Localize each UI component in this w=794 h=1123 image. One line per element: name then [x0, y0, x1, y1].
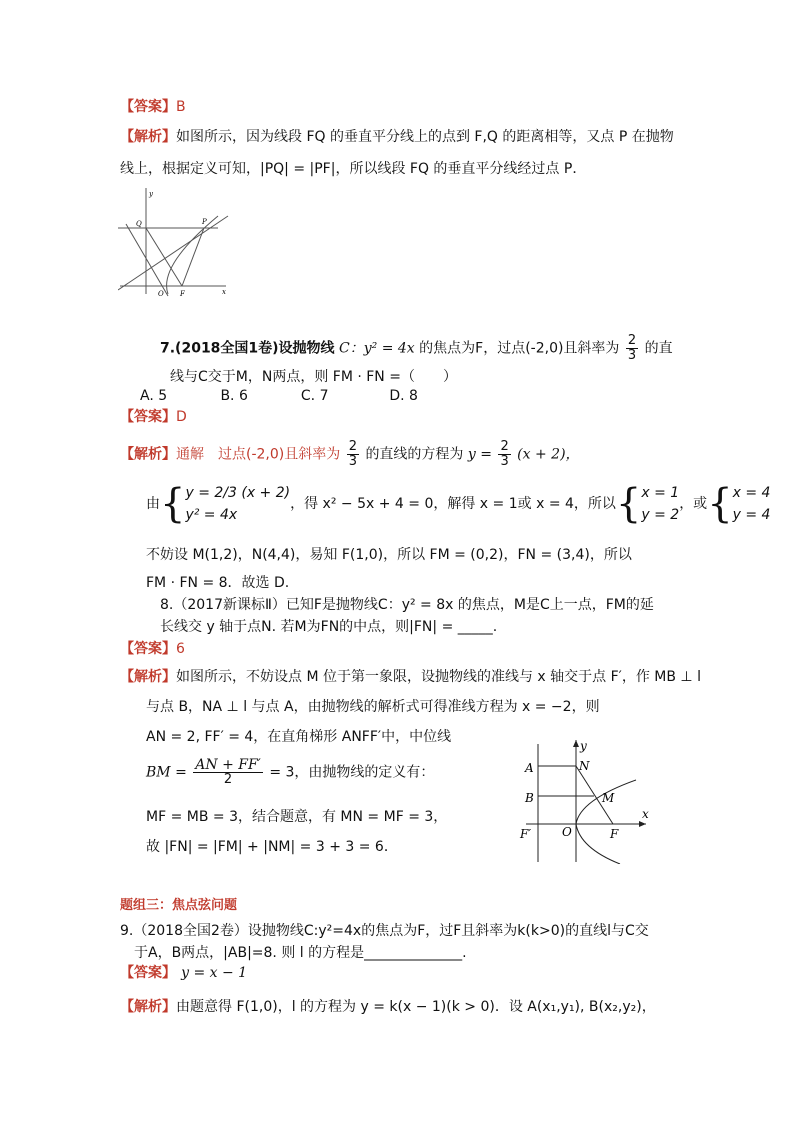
svg-text:y: y	[149, 190, 153, 198]
svg-text:M: M	[602, 791, 615, 805]
q9-analysis: 【解析】由题意得 F(1,0)，l 的方程为 y = k(x − 1)(k > 0)．设 A(x₁,y₁), B(x₂,y₂)，	[120, 999, 656, 1015]
answer-block-6	[120, 96, 186, 116]
svg-text:Q: Q	[136, 220, 142, 228]
q7-line-d: 不妨设 M(1,2)，N(4,4)，易知 F(1,0)，所以 FM = (0,2)，FN = (3,4)，所以	[146, 547, 632, 563]
svg-text:F′: F′	[520, 827, 532, 841]
svg-text:P: P	[202, 218, 207, 226]
q7-line-e: FM · FN = 8．故选 D.	[146, 575, 290, 591]
q8-analysis-2: 与点 B，NA ⊥ l 与点 A，由抛物线的解析式可得准线方程为 x = −2，则	[146, 699, 600, 715]
q7-line2: 线与C交于M，N两点，则 FM · FN =（ ）	[170, 369, 457, 385]
svg-text:x: x	[222, 288, 226, 296]
q7-options	[140, 388, 418, 404]
answer-value: B	[176, 99, 186, 115]
option-b: B. 6	[220, 388, 248, 404]
q7-analysis: 【解析】通解 过点(-2,0)且斜率为 $\frac{2}{3}$ 的直线的方程为 y = $\frac{2}{3}$ (x + 2)，	[120, 439, 580, 469]
answer-label: 【答案】	[120, 99, 176, 115]
option-c: C. 7	[300, 388, 329, 404]
parabola-figure-1	[118, 186, 230, 298]
option-a: A. 5	[140, 388, 168, 404]
svg-text:A: A	[525, 761, 534, 775]
analysis-label: 【解析】	[120, 129, 176, 145]
answer-block-7: 【答案】D	[120, 409, 187, 425]
analysis-text-2: 线上，根据定义可知，|PQ| = |PF|，所以线段 FQ 的垂直平分线经过点 P．	[120, 161, 587, 177]
answer-block-9: 【答案】 y = x − 1	[120, 965, 248, 981]
q8-analysis-5: MF = MB = 3，结合题意，有 MN = MF = 3，	[146, 809, 448, 825]
svg-text:F: F	[610, 827, 619, 841]
q8-analysis-4: BM = $\frac{AN + FF'}{2}$ = 3，由抛物线的定义有：	[146, 757, 435, 787]
parabola-figure-2	[516, 740, 656, 864]
q7-line1: 7.(2018全国1卷)设抛物线 C：y² = 4x 的焦点为F，过点(-2,0)且斜率为 $\frac{2}{3}$ 的直	[160, 333, 673, 363]
svg-text:O: O	[562, 825, 572, 839]
svg-text:x: x	[642, 807, 649, 821]
section-title: 题组三：焦点弦问题	[120, 898, 238, 913]
q8-line2: 长线交 y 轴于点N. 若M为FN的中点，则|FN| = _____.	[160, 619, 498, 635]
q7-system-line: 由{ y = 2/3 (x + 2) y² = 4x ，得 x² − 5x + 4 = 0，解得 x = 1或 x = 4，所以{ x = 1 y = 2 ，或{ x = 4 y = 4	[146, 481, 771, 527]
svg-text:O: O	[158, 290, 164, 298]
q9-line1: 9.（2018全国2卷）设抛物线C:y²=4x的焦点为F，过F且斜率为k(k>0)的直线l与C交	[120, 923, 649, 939]
q8-analysis-6: 故 |FN| = |FM| + |NM| = 3 + 3 = 6．	[146, 839, 398, 855]
q8-analysis-3: AN = 2, FF′ = 4，在直角梯形 ANFF′中，中位线	[146, 729, 452, 745]
analysis-text: 如图所示，因为线段 FQ 的垂直平分线上的点到 F,Q 的距离相等，又点 P 在抛物	[176, 129, 674, 145]
svg-text:F: F	[180, 290, 185, 298]
analysis-line	[120, 126, 674, 146]
svg-text:B: B	[525, 791, 534, 805]
svg-text:N: N	[579, 759, 590, 773]
option-d: D. 8	[389, 388, 418, 404]
q8-line1: 8.（2017新课标Ⅱ）已知F是抛物线C：y² = 8x 的焦点，M是C上一点，FM的延	[160, 597, 654, 613]
q9-line2: 于A，B两点，|AB|=8. 则 l 的方程是______________.	[134, 945, 467, 961]
svg-text:y: y	[580, 740, 587, 753]
q8-analysis-1: 【解析】如图所示，不妨设点 M 位于第一象限，设抛物线的准线与 x 轴交于点 F′，作 MB ⊥ l	[120, 669, 701, 685]
answer-block-8: 【答案】6	[120, 641, 185, 657]
